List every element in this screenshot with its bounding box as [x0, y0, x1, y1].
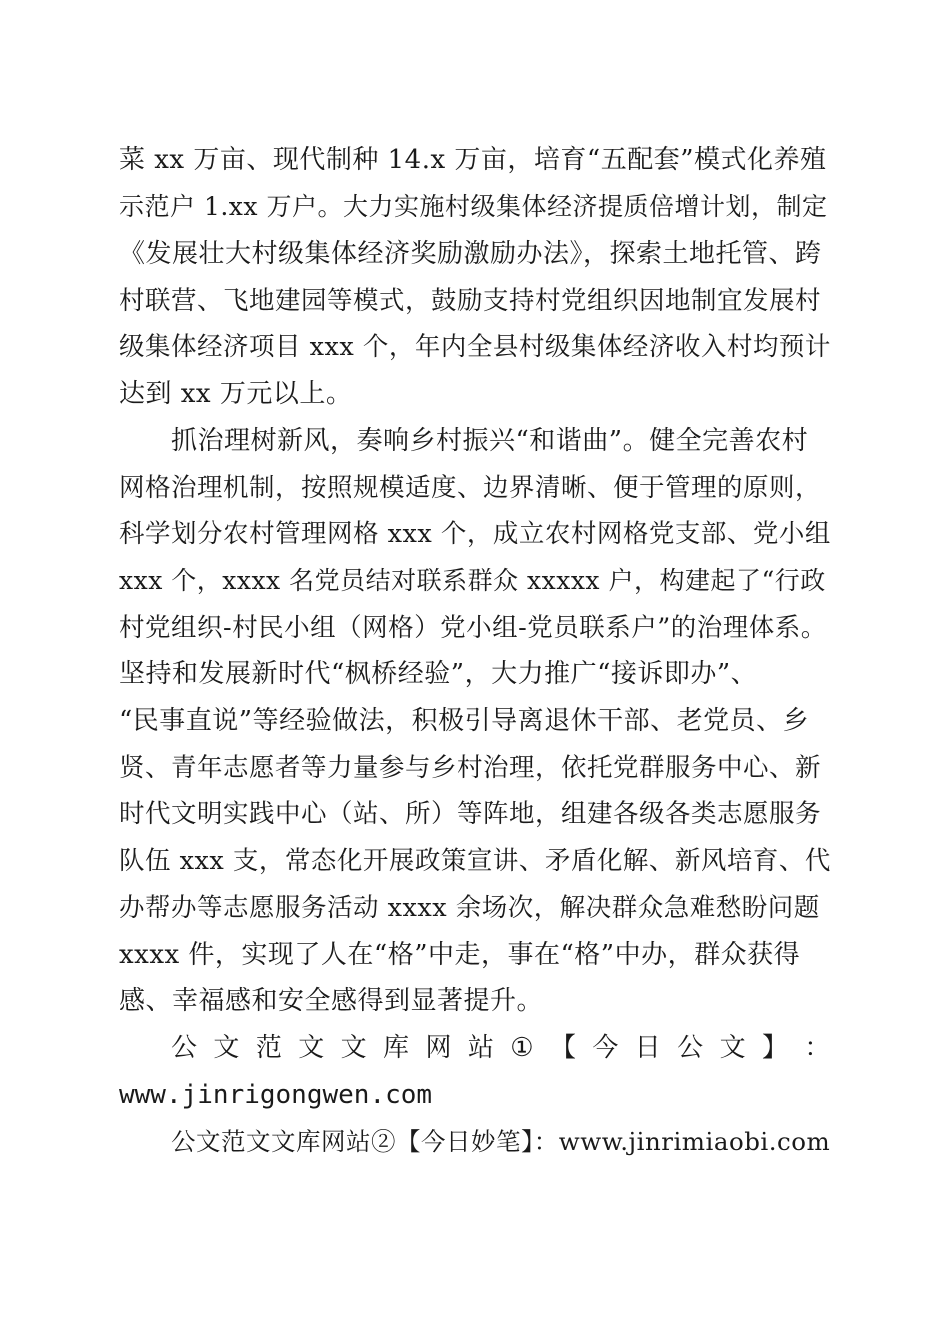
website-1-char: 】	[761, 1033, 789, 1063]
website-1-char: 文	[298, 1033, 325, 1063]
text-line: 抓治理树新风，奏响乡村振兴“和谐曲”。健全完善农村	[171, 426, 809, 456]
text-line: 示范户 1.xx 万户。大力实施村级集体经济提质倍增计划，制定	[119, 192, 828, 221]
website-1-char: 文	[719, 1033, 747, 1063]
text-line: 《发展壮大村级集体经济奖励激励办法》，探索土地托管、跨	[119, 239, 822, 269]
text-line: 级集体经济项目 xxx 个，年内全县村级集体经济收入村均预计	[119, 332, 831, 362]
text-line: xxxx 件，实现了人在“格”中走，事在“格”中办，群众获得	[119, 940, 801, 970]
text-line: 时代文明实践中心（站、所）等阵地，组建各级各类志愿服务	[119, 799, 822, 829]
text-line: 感、幸福感和安全感得到显著提升。	[119, 986, 544, 1016]
website-1-char: 范	[255, 1033, 283, 1063]
text-line: 菜 xx 万亩、现代制种 14.x 万亩，培育“五配套”模式化养殖	[119, 145, 827, 175]
website-1-char: 公	[171, 1033, 198, 1063]
text-line: 村联营、飞地建园等模式，鼓励支持村党组织因地制宜发展村	[119, 286, 822, 316]
website-1-label	[171, 1028, 831, 1068]
website-1-char: 库	[383, 1033, 410, 1063]
website-1-char: 【	[549, 1033, 577, 1063]
website-1-char: 日	[634, 1033, 662, 1063]
text-line: 科学划分农村管理网格 xxx 个，成立农村网格党支部、党小组	[119, 519, 831, 549]
text-line: 队伍 xxx 支，常态化开展政策宣讲、矛盾化解、新风培育、代	[119, 846, 831, 876]
text-line: 村党组织-村民小组（网格）党小组-党员联系户”的治理体系。	[119, 613, 827, 643]
website-1-char: 站	[467, 1033, 495, 1063]
website-2-line[interactable]: 公文范文文库网站②【今日妙笔】：www.jinrimiaobi.com	[171, 1127, 831, 1156]
website-1-char: 文	[213, 1033, 240, 1063]
website-1-char: ①	[510, 1033, 535, 1063]
website-1-char: 网	[425, 1033, 452, 1063]
website-1-char: 今	[592, 1033, 619, 1063]
text-line: 贤、青年志愿者等力量参与乡村治理，依托党群服务中心、新	[119, 753, 822, 783]
text-line: 达到 xx 万元以上。	[119, 379, 353, 409]
website-1-char: 文	[340, 1033, 368, 1063]
website-1-url[interactable]: www.jinrigongwen.com	[119, 1080, 433, 1110]
text-line: 坚持和发展新时代“枫桥经验”，大力推广“接诉即办”、	[119, 659, 758, 689]
text-line: “民事直说”等经验做法，积极引导离退休干部、老党员、乡	[119, 706, 810, 736]
website-1-char: ：	[804, 1033, 831, 1063]
text-line: 网格治理机制，按照规模适度、边界清晰、便于管理的原则，	[119, 473, 822, 503]
text-line: 办帮办等志愿服务活动 xxxx 余场次，解决群众急难愁盼问题	[119, 893, 820, 923]
text-line: xxx 个，xxxx 名党员结对联系群众 xxxxx 户，构建起了“行政	[119, 566, 826, 595]
website-1-char: 公	[677, 1033, 704, 1063]
